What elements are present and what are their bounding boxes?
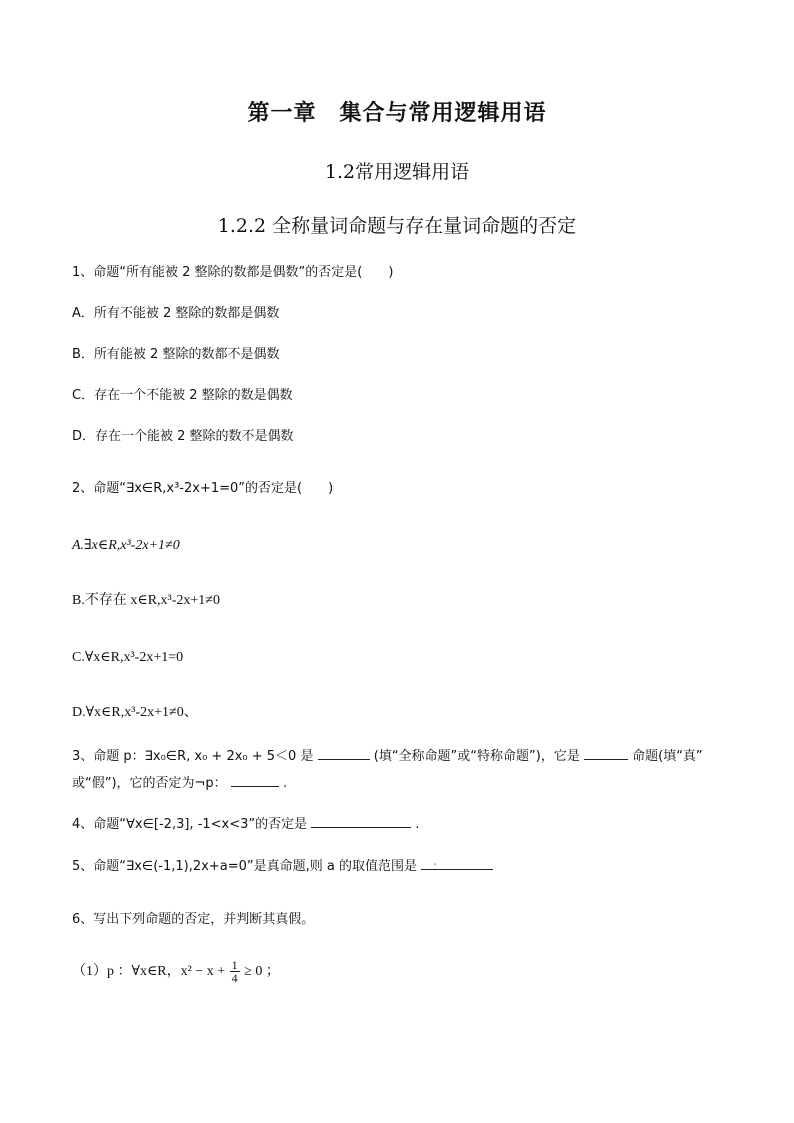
fraction-numerator: 1 bbox=[231, 958, 238, 973]
question-6-item-1-suffix: ≥ 0 ； bbox=[244, 964, 280, 979]
question-3-blank-1 bbox=[318, 746, 370, 760]
question-4-blank bbox=[311, 814, 411, 828]
section-title: 1.2常用逻辑用语 bbox=[324, 161, 470, 183]
question-5-period: . bbox=[433, 854, 438, 869]
question-6-item-1-prefix: （1）p ：∀x∈R，x² − x + bbox=[72, 964, 226, 979]
question-2-option-d: D.∀x∈R,x³-2x+1≠0、 bbox=[72, 705, 198, 720]
question-3-text-3: 命题(填“真” bbox=[632, 749, 703, 764]
question-3-blank-2 bbox=[584, 746, 628, 760]
question-2-option-c: C.∀x∈R,x³-2x+1=0 bbox=[72, 650, 184, 665]
question-2-option-a: A.∃x∈R,x³-2x+1≠0 bbox=[72, 538, 180, 553]
question-3-text-2: (填“全称命题”或“特称命题”)，它是 bbox=[373, 749, 580, 764]
question-3-line-2 bbox=[72, 773, 287, 793]
question-4-line bbox=[72, 814, 420, 834]
subsection-title: 1.2.2 全称量词命题与存在量词命题的否定 bbox=[217, 215, 577, 237]
question-2-stem: 2、命题“∃x∈R,x³-2x+1=0”的否定是( ) bbox=[72, 481, 334, 496]
question-1-stem: 1、命题“所有能被 2 整除的数都是偶数”的否定是( ) bbox=[72, 265, 394, 280]
fraction-denominator: 4 bbox=[231, 971, 238, 986]
question-3-text-4: 或“假”)，它的否定为¬p： bbox=[72, 776, 227, 791]
question-1-option-d: D．存在一个能被 2 整除的数不是偶数 bbox=[72, 429, 294, 444]
question-6-stem: 6、写出下列命题的否定，并判断其真假。 bbox=[72, 912, 315, 927]
question-5-text-1: 5、命题“∃x∈(-1,1),2x+a=0”是真命题,则 a 的取值范围是 bbox=[72, 859, 417, 874]
question-4-text-2: . bbox=[415, 817, 420, 832]
question-1-option-a: A．所有不能被 2 整除的数都是偶数 bbox=[72, 306, 280, 321]
chapter-title: 第一章 集合与常用逻辑用语 bbox=[247, 100, 547, 126]
question-1-option-c: C．存在一个不能被 2 整除的数是偶数 bbox=[72, 388, 293, 403]
question-2-option-b: B.不存在 x∈R,x³-2x+1≠0 bbox=[72, 593, 220, 608]
question-4-text-1: 4、命题“∀x∈[-2,3], -1<x<3”的否定是 bbox=[72, 817, 308, 832]
question-3-text-1: 3、命题 p：∃x₀∈R, x₀ + 2x₀ + 5＜0 是 bbox=[72, 749, 314, 764]
question-3-text-5: . bbox=[282, 776, 288, 791]
question-5-blank bbox=[421, 856, 493, 870]
question-6-item-1 bbox=[72, 958, 280, 986]
question-5-line bbox=[72, 856, 493, 876]
question-3-blank-3 bbox=[231, 773, 279, 787]
question-1-option-b: B．所有能被 2 整除的数都不是偶数 bbox=[72, 347, 280, 362]
question-3-line-1 bbox=[72, 746, 703, 766]
fraction-one-quarter bbox=[230, 959, 240, 984]
